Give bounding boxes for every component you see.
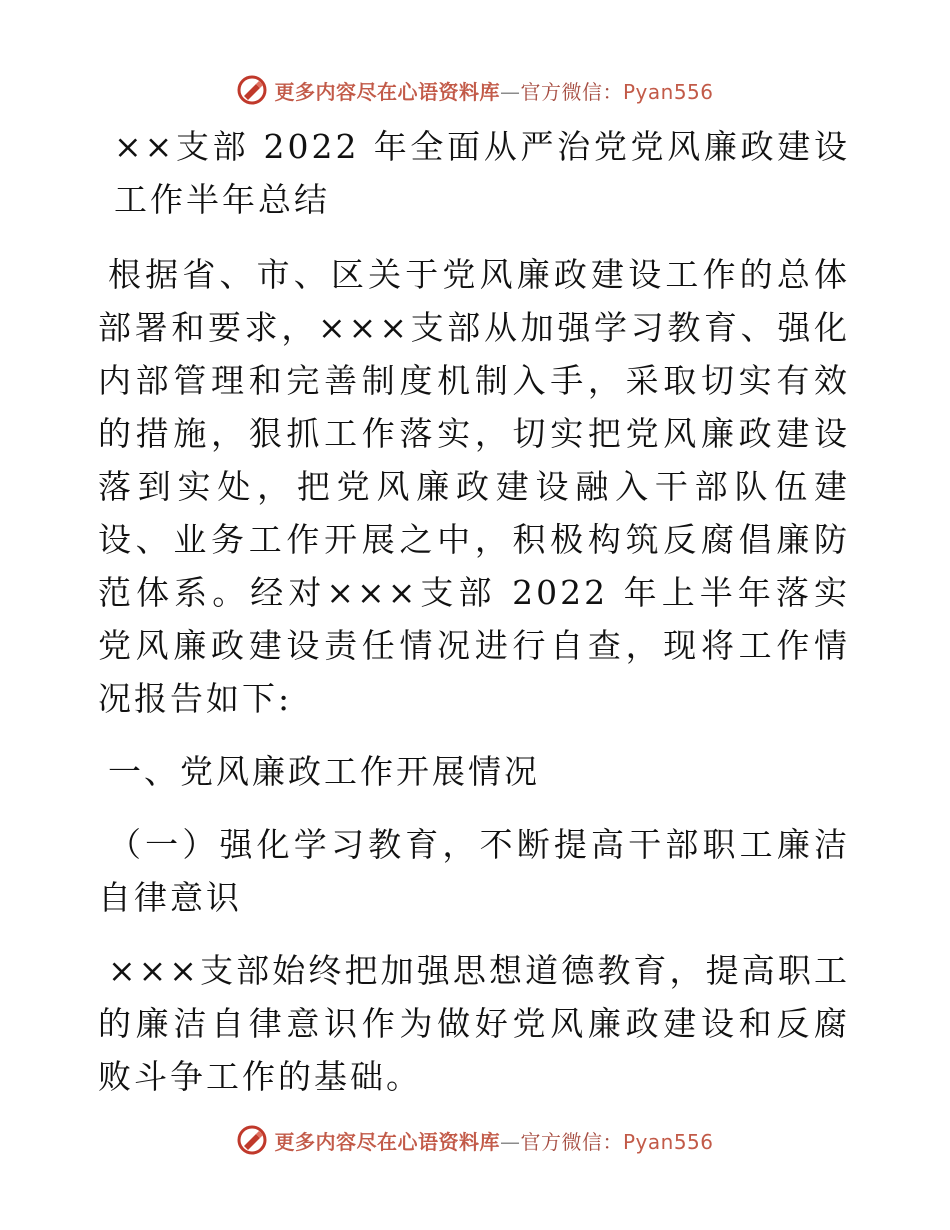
watermark-banner-bottom bbox=[0, 1118, 950, 1162]
watermark-main: 更多内容尽在心语资料库 bbox=[274, 79, 500, 104]
subsection-1-heading: （一）强化学习教育，不断提高干部职工廉洁自律意识 bbox=[98, 825, 850, 917]
section-1-heading: 一、党风廉政工作开展情况 bbox=[108, 752, 540, 791]
watermark-sub: 官方微信： bbox=[520, 1129, 623, 1154]
watermark-main: 更多内容尽在心语资料库 bbox=[274, 1129, 500, 1154]
watermark-text bbox=[274, 1126, 713, 1155]
watermark-wechat: Pyan556 bbox=[622, 79, 714, 104]
subsection-1-body: ×××支部始终把加强思想道德教育，提高职工的廉洁自律意识作为做好党风廉政建设和反腐败斗争工作的基础。 bbox=[98, 951, 850, 1096]
watermark-sub: 官方微信： bbox=[520, 79, 623, 104]
watermark-text bbox=[274, 76, 713, 105]
document-body bbox=[98, 120, 850, 1103]
brand-logo-icon bbox=[236, 74, 268, 106]
watermark-separator: — bbox=[499, 1129, 521, 1154]
intro-paragraph: 根据省、市、区关于党风廉政建设工作的总体部署和要求，×××支部从加强学习教育、强化内部管理和完善制度机制入手，采取切实有效的措施，狠抓工作落实，切实把党风廉政建设落到实处，把党风廉政建设融入干部队伍建设、业务工作开展之中，积极构筑反腐倡廉防范体系。经对×××支部 2022 年上半年落实党风廉政建设责任情况进行自查，现将工作情况报告如下: bbox=[98, 255, 850, 718]
watermark-banner-top bbox=[0, 68, 950, 112]
watermark-separator: — bbox=[499, 79, 521, 104]
brand-logo-icon bbox=[236, 1124, 268, 1156]
document-title: ××支部 2022 年全面从严治党党风廉政建设工作半年总结 bbox=[114, 127, 850, 219]
watermark-wechat: Pyan556 bbox=[622, 1129, 714, 1154]
